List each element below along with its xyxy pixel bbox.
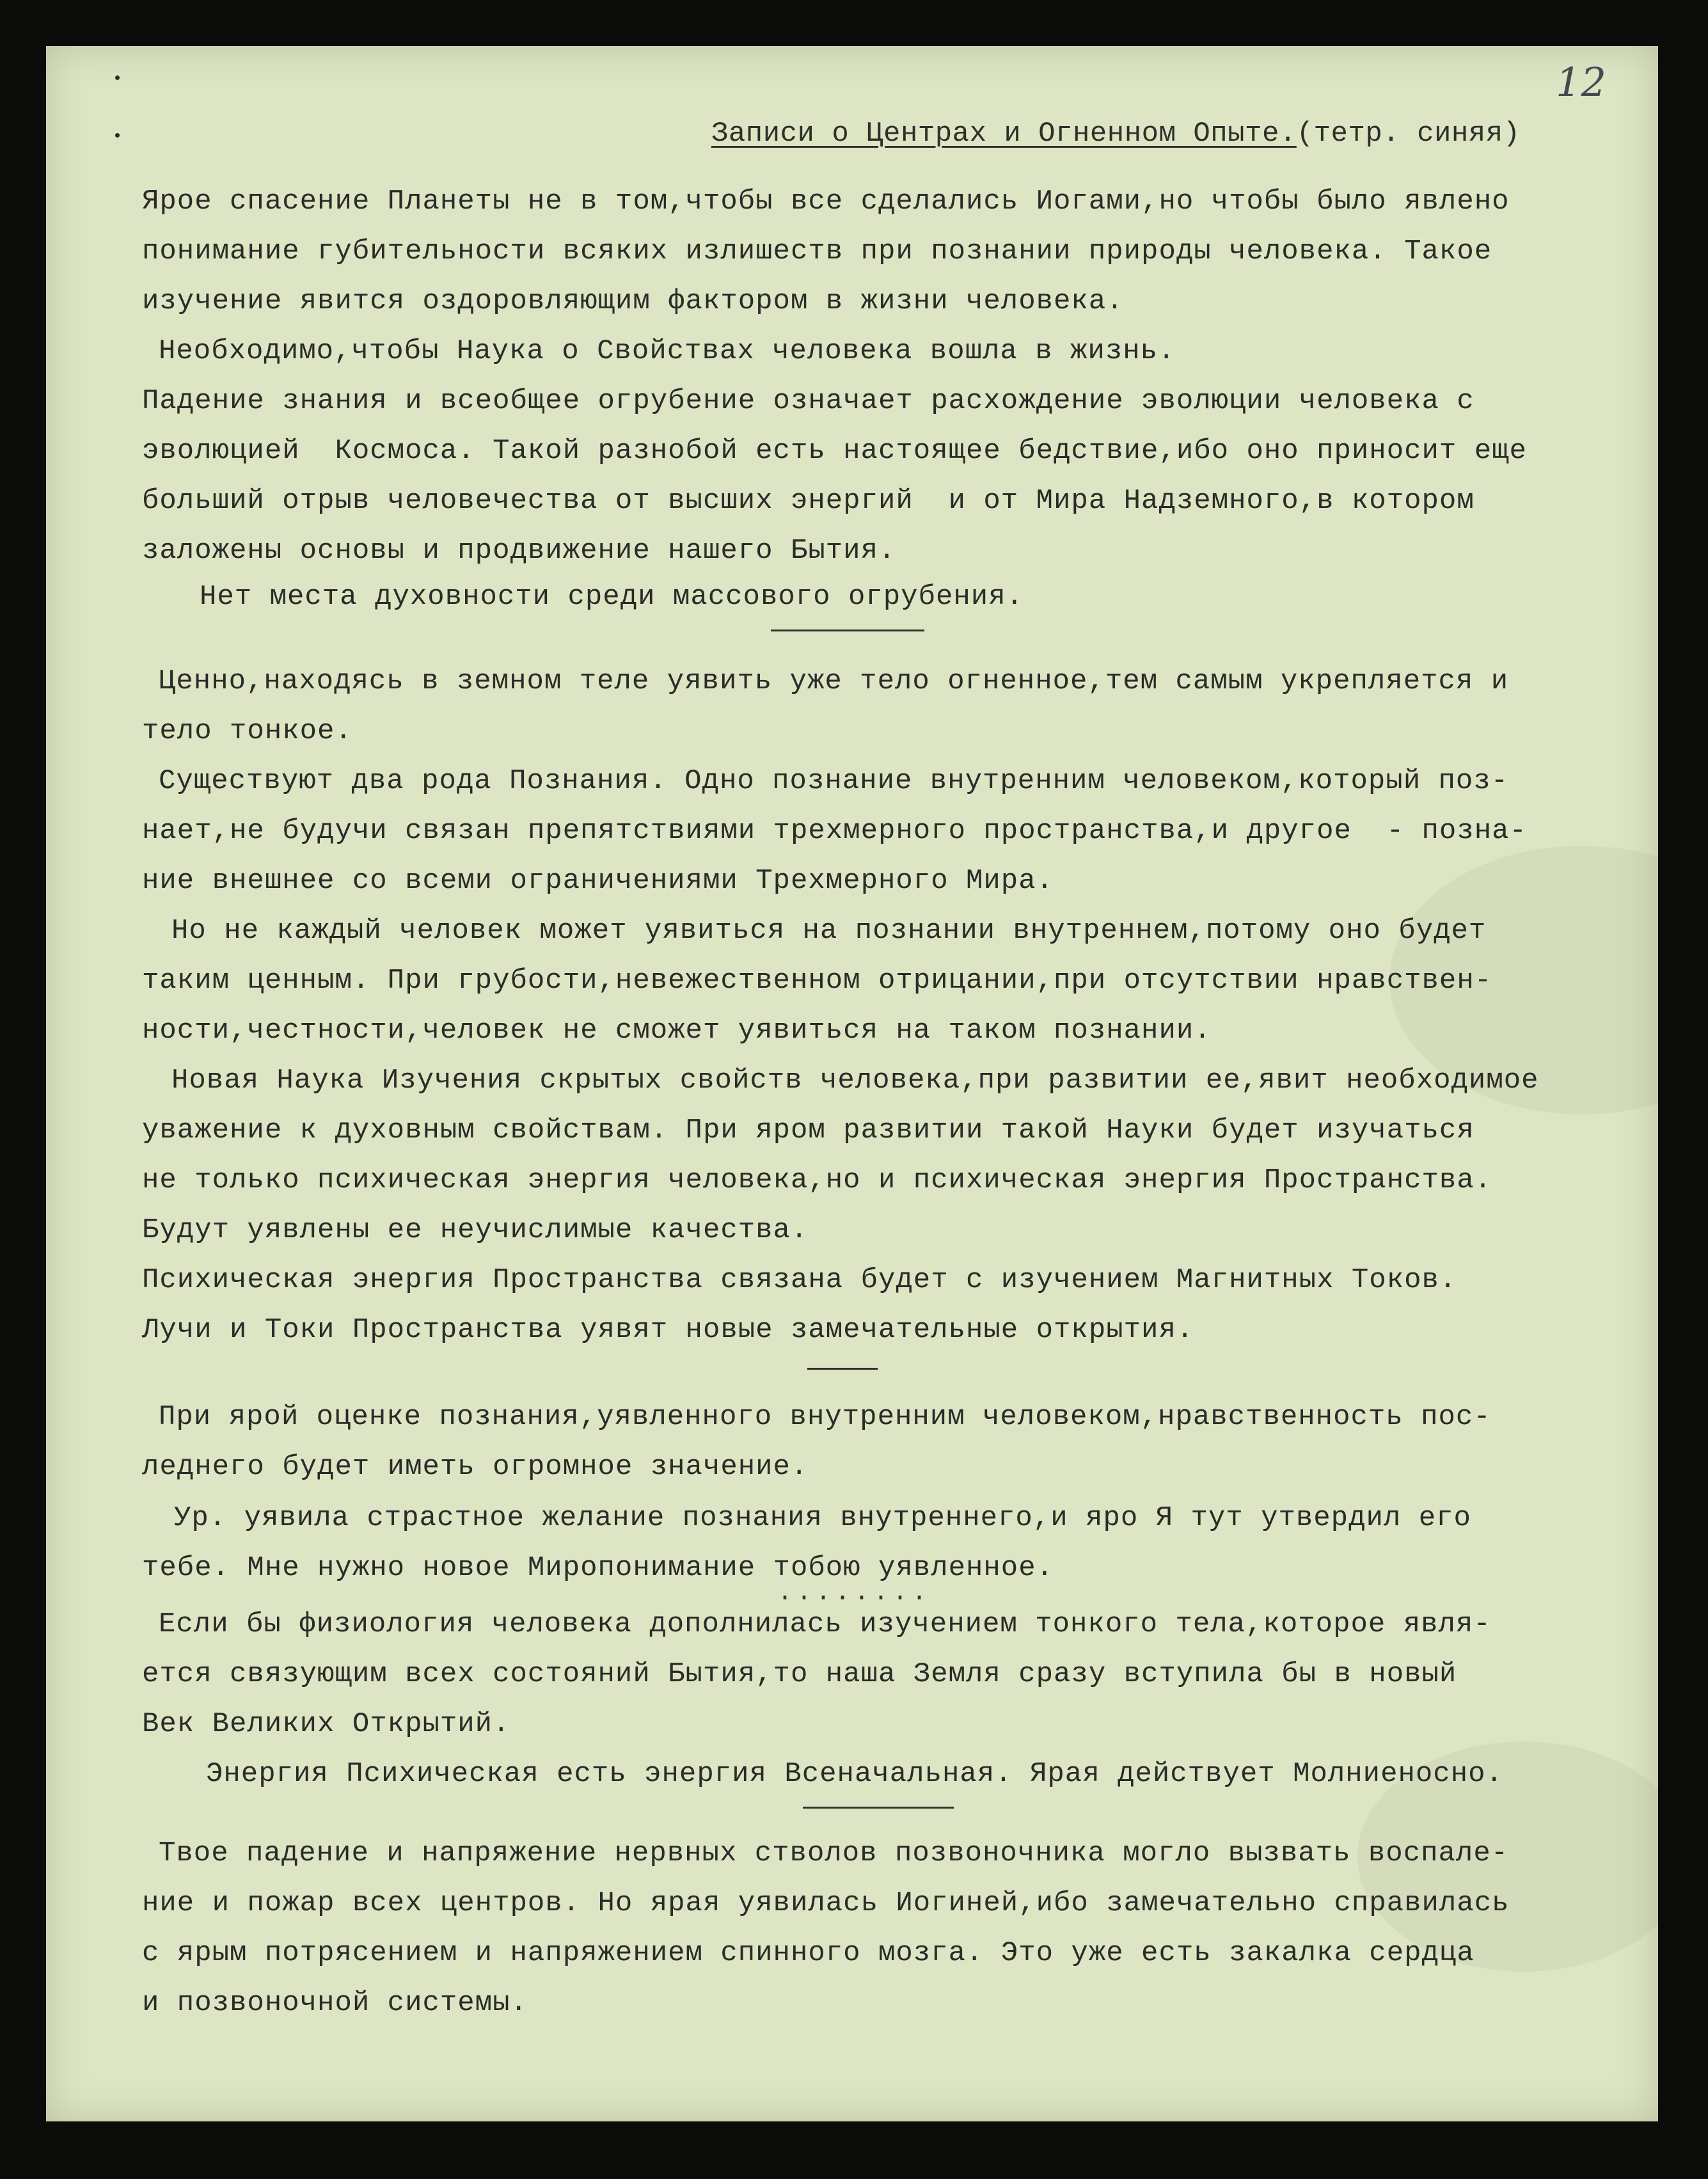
text-line: Нет места духовности среди массового огрубения. (200, 581, 1024, 613)
text-line: Необходимо,чтобы Наука о Свойствах человека вошла в жизнь. (159, 335, 1176, 367)
text-line: изучение явится оздоровляющим фактором в жизни человека. (142, 285, 1124, 317)
text-line: больший отрыв человечества от высших энергий и от Мира Надземного,в котором (142, 485, 1475, 517)
text-line: понимание губительности всяких излишеств при познании природы человека. Такое (142, 235, 1492, 267)
text-line: Век Великих Открытий. (142, 1708, 510, 1740)
text-line: тело тонкое. (142, 715, 352, 747)
text-line: Если бы физиология человека дополнилась изучением тонкого тела,которое явля- (159, 1608, 1491, 1640)
text-line: уважение к духовным свойствам. При яром развитии такой Науки будет изучаться (142, 1114, 1475, 1146)
dot-separator: ........ (777, 1579, 931, 1608)
text-line: ности,честности,человек не сможет уявиться на таком познании. (142, 1015, 1212, 1047)
text-line: Ценно,находясь в земном теле уявить уже тело огненное,тем самым укрепляется и (159, 665, 1509, 697)
text-line: Твое падение и напряжение нервных стволов позвоночника могло вызвать воспале- (159, 1837, 1509, 1869)
text-line: ется связующим всех состояний Бытия,то наша Земля сразу вступила бы в новый (142, 1658, 1457, 1690)
page-number: 12 (1556, 59, 1606, 106)
text-line: Новая Наука Изучения скрытых свойств человека,при развитии ее,явит необходимое (171, 1065, 1539, 1097)
text-line: Существуют два рода Познания. Одно познание внутренним человеком,который поз- (159, 765, 1509, 797)
section-divider (803, 1807, 954, 1809)
section-divider (807, 1368, 878, 1370)
text-line: с ярым потрясением и напряжением спинного мозга. Это уже есть закалка сердца (142, 1937, 1475, 1969)
margin-mark (115, 75, 120, 80)
text-line: Психическая энергия Пространства связана будет с изучением Магнитных Токов. (142, 1264, 1457, 1296)
text-line: ние и пожар всех центров. Но ярая уявилась Иогиней,ибо замечательно справилась (142, 1887, 1510, 1919)
text-line: Лучи и Токи Пространства уявят новые замечательные открытия. (142, 1314, 1194, 1346)
text-line: Энергия Психическая есть энергия Всеначальная. Ярая действует Молниеносно. (206, 1758, 1503, 1790)
header-note: (тетр. синяя) (1296, 118, 1521, 150)
page-header (711, 118, 1521, 150)
text-line: Падение знания и всеобщее огрубение означает расхождение эволюции человека с (142, 385, 1475, 417)
header-title: Записи о Центрах и Огненном Опыте. (711, 118, 1297, 150)
document-page (46, 46, 1658, 2121)
text-line: заложены основы и продвижение нашего Бытия. (142, 535, 896, 567)
text-line: не только психическая энергия человека,но и психическая энергия Пространства. (142, 1164, 1492, 1196)
text-line: При ярой оценке познания,уявленного внутренним человеком,нравственность пос- (159, 1401, 1491, 1433)
text-line: и позвоночной системы. (142, 1987, 528, 2019)
text-line: тебе. Мне нужно новое Миропонимание тобою уявленное. (142, 1552, 1054, 1584)
text-line: леднего будет иметь огромное значение. (142, 1451, 809, 1483)
section-divider (771, 630, 924, 631)
text-line: Будут уявлены ее неучислимые качества. (142, 1214, 809, 1246)
text-line: нает,не будучи связан препятствиями трехмерного пространства,и другое - позна- (142, 815, 1527, 847)
text-line: эволюцией Космоса. Такой разнобой есть настоящее бедствие,ибо оно приносит еще (142, 435, 1527, 467)
text-line: Ярое спасение Планеты не в том,чтобы все сделались Иогами,но чтобы было явлено (142, 186, 1510, 218)
text-line: Но не каждый человек может уявиться на познании внутреннем,потому оно будет (171, 915, 1487, 947)
text-line: ние внешнее со всеми ограничениями Трехмерного Мира. (142, 865, 1054, 897)
text-line: таким ценным. При грубости,невежественном отрицании,при отсутствии нравствен- (142, 965, 1492, 997)
margin-mark (115, 133, 120, 138)
text-line: Ур. уявила страстное желание познания внутреннего,и яро Я тут утвердил его (174, 1502, 1471, 1534)
